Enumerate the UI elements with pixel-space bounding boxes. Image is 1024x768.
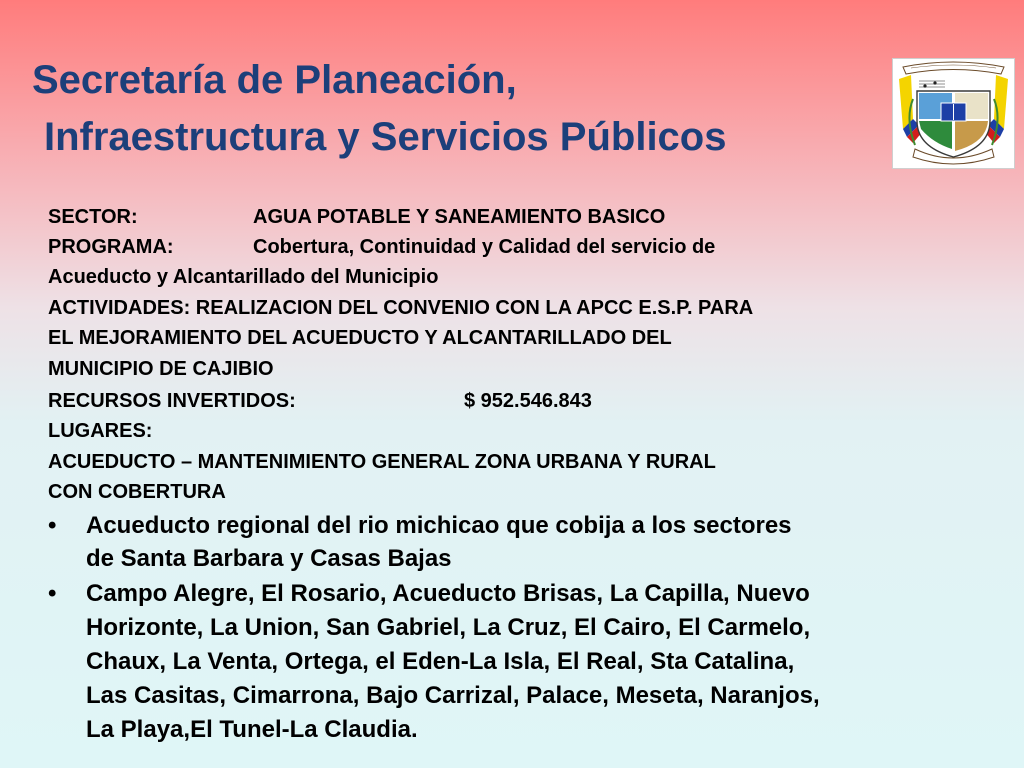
sector-label: SECTOR:: [48, 206, 138, 228]
programa-label: PROGRAMA:: [48, 236, 174, 258]
bullet-marker-1: •: [48, 512, 57, 539]
bullet-1-line-1: Acueducto regional del rio michicao que cobija a los sectores: [86, 512, 792, 539]
coat-of-arms-graphic: [893, 59, 1014, 168]
bullet-2-line-1: Campo Alegre, El Rosario, Acueducto Brisas, La Capilla, Nuevo: [86, 580, 810, 607]
recursos-label: RECURSOS INVERTIDOS:: [48, 390, 296, 412]
bullet-2-line-5: La Playa,El Tunel-La Claudia.: [86, 716, 418, 743]
municipal-coat-of-arms-logo: [892, 58, 1015, 169]
actividades-line-3: MUNICIPIO DE CAJIBIO: [48, 358, 274, 380]
acueducto-line-1: ACUEDUCTO – MANTENIMIENTO GENERAL ZONA URBANA Y RURAL: [48, 451, 716, 473]
programa-value-line-1: Cobertura, Continuidad y Calidad del servicio de: [253, 236, 716, 258]
bullet-1-line-2: de Santa Barbara y Casas Bajas: [86, 545, 452, 572]
bullet-2-line-3: Chaux, La Venta, Ortega, el Eden-La Isla, El Real, Sta Catalina,: [86, 648, 795, 675]
sector-value: AGUA POTABLE Y SANEAMIENTO BASICO: [253, 206, 666, 228]
bullet-marker-2: •: [48, 580, 57, 607]
programa-value-line-2: Acueducto y Alcantarillado del Municipio: [48, 266, 439, 288]
slide-title-line-2: Infraestructura y Servicios Públicos: [44, 115, 727, 159]
bullet-2-line-4: Las Casitas, Cimarrona, Bajo Carrizal, Palace, Meseta, Naranjos,: [86, 682, 820, 709]
recursos-value: $ 952.546.843: [464, 390, 592, 412]
actividades-line-2: EL MEJORAMIENTO DEL ACUEDUCTO Y ALCANTARILLADO DEL: [48, 327, 672, 349]
acueducto-line-2: CON COBERTURA: [48, 481, 226, 503]
actividades-line-1: ACTIVIDADES: REALIZACION DEL CONVENIO CON LA APCC E.S.P. PARA: [48, 297, 754, 319]
bullet-2-line-2: Horizonte, La Union, San Gabriel, La Cruz, El Cairo, El Carmelo,: [86, 614, 811, 641]
slide-title-line-1: Secretaría de Planeación,: [32, 58, 517, 102]
lugares-label: LUGARES:: [48, 420, 153, 442]
